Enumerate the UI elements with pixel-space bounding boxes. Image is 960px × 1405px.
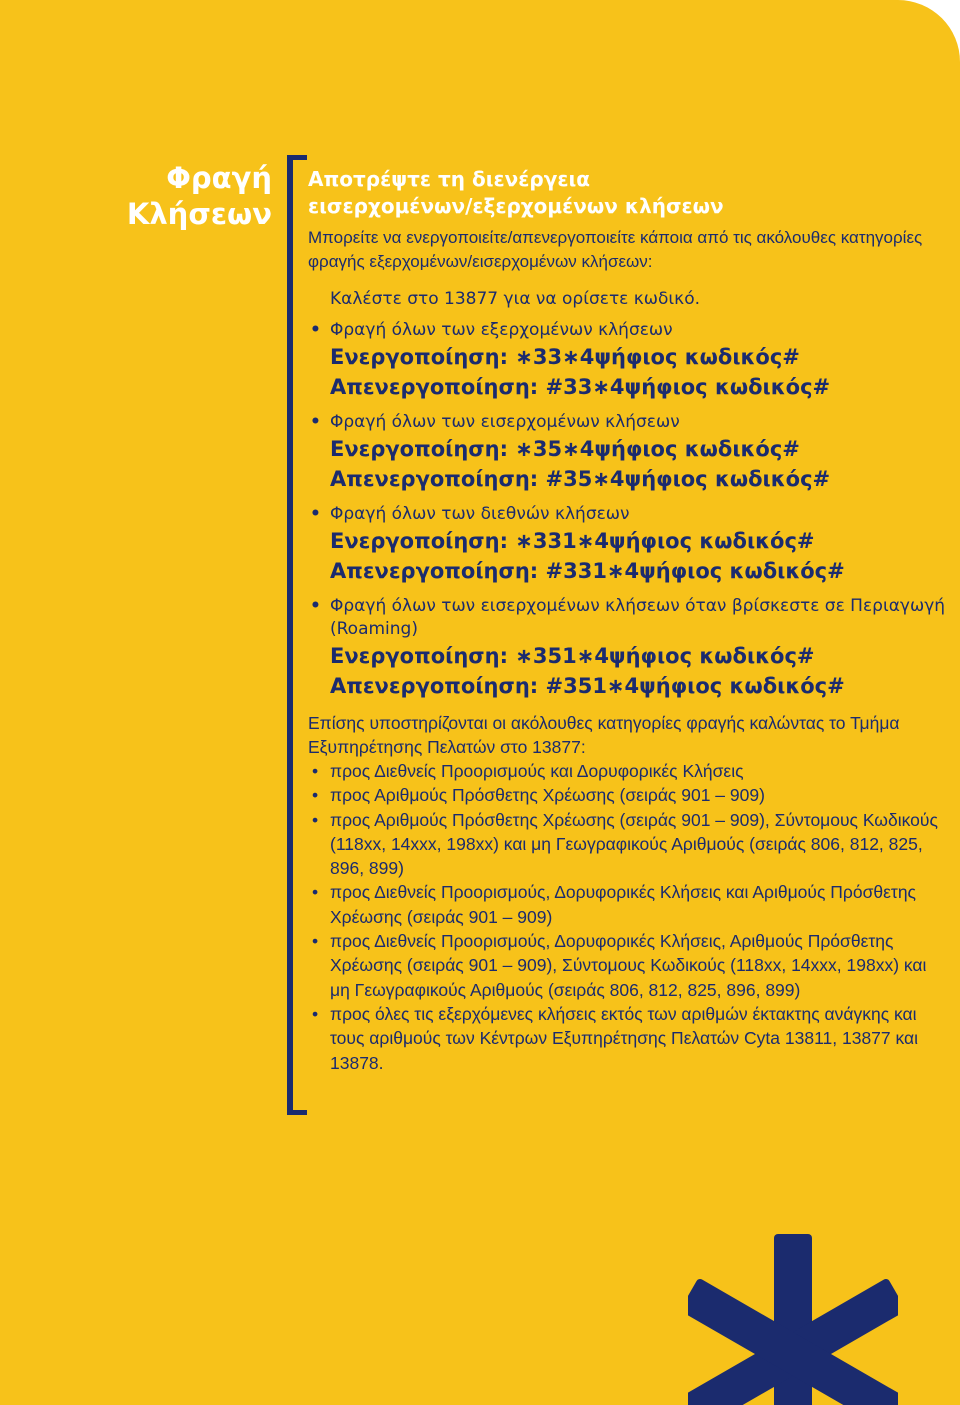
category-roaming [308, 595, 948, 701]
heading-line2: εισερχομένων/εξερχομένων κλήσεων [308, 194, 724, 218]
list-item [308, 880, 948, 929]
main-heading [308, 166, 948, 220]
list-item [308, 759, 948, 783]
bullet-icon: • [312, 785, 319, 806]
asterisk-icon [688, 1228, 898, 1405]
bullet-icon: • [310, 504, 321, 524]
section-title-line1: Φραγή [166, 161, 272, 195]
category-title [308, 319, 948, 342]
customer-service-list [308, 759, 948, 1075]
list-item-text: προς Διεθνείς Προορισμούς, Δορυφορικές Κλήσεις και Αριθμούς Πρόσθετης Χρέωσης (σειράς 901 – 909) [330, 882, 916, 927]
list-item [308, 929, 948, 1002]
activate-code: Ενεργοποίηση: ∗35∗4ψήφιος κωδικός# [330, 437, 800, 461]
bullet-icon: • [310, 320, 321, 340]
barring-codes [308, 319, 948, 701]
list-item-text: προς Αριθμούς Πρόσθετης Χρέωσης (σειράς 901 – 909), Σύντομους Κωδικούς (118xx, 14xxx, 198xx) και μη Γεωγραφικούς Αριθμούς (σειράς 806, 812, 825, 896, 899) [330, 809, 938, 879]
category-title-text: Φραγή όλων των εισερχομένων κλήσεων [330, 412, 680, 432]
bullet-icon: • [312, 931, 319, 952]
activate-code: Ενεργοποίηση: ∗33∗4ψήφιος κωδικός# [330, 345, 800, 369]
category-title-text: Φραγή όλων των εισερχομένων κλήσεων όταν βρίσκεστε σε Περιαγωγή (Roaming) [330, 596, 946, 639]
category-title [308, 595, 948, 641]
content-bracket [287, 155, 307, 1115]
bullet-icon: • [312, 809, 319, 830]
category-incoming [308, 411, 948, 494]
list-item-text: προς Διεθνείς Προορισμούς και Δορυφορικές Κλήσεις [330, 761, 744, 781]
bullet-icon: • [310, 596, 321, 616]
list-item-text: προς Αριθμούς Πρόσθετης Χρέωσης (σειράς 901 – 909) [330, 785, 765, 806]
bullet-icon: • [310, 412, 321, 432]
activate-code: Ενεργοποίηση: ∗351∗4ψήφιος κωδικός# [330, 644, 815, 668]
main-content [308, 166, 948, 1075]
activate-code: Ενεργοποίηση: ∗331∗4ψήφιος κωδικός# [330, 529, 815, 553]
category-title [308, 503, 948, 526]
category-international [308, 503, 948, 586]
deactivate-code: Απενεργοποίηση: #351∗4ψήφιος κωδικός# [330, 674, 845, 698]
deactivate-code: Απενεργοποίηση: #33∗4ψήφιος κωδικός# [330, 375, 831, 399]
intro-text: Μπορείτε να ενεργοποιείτε/απενεργοποιείτε κάποια από τις ακόλουθες κατηγορίες φραγής εξερχομένων/εισερχομένων κλήσεων: [308, 228, 923, 271]
heading-line1: Αποτρέψτε τη διενέργεια [308, 167, 590, 191]
category-title-text: Φραγή όλων των διεθνών κλήσεων [330, 504, 630, 524]
list-item-text: προς όλες τις εξερχόμενες κλήσεις εκτός των αριθμών έκτακτης ανάγκης και τους αριθμούς των Κέντρων Εξυπηρέτησης Πελατών Cyta 13811, 13877 και 13878. [330, 1003, 919, 1073]
list-item [308, 808, 948, 881]
call-note: Καλέστε στο 13877 για να ορίσετε κωδικό. [330, 289, 700, 309]
bullet-icon: • [312, 1003, 319, 1024]
bullet-icon: • [312, 761, 319, 781]
section-title [100, 160, 272, 232]
category-outgoing [308, 319, 948, 402]
deactivate-code: Απενεργοποίηση: #331∗4ψήφιος κωδικός# [330, 559, 845, 583]
category-title [308, 411, 948, 434]
bullet-icon: • [312, 882, 319, 903]
list-item [308, 1002, 948, 1075]
section-title-line2: Κλήσεων [126, 197, 272, 231]
customer-service-text: Επίσης υποστηρίζονται οι ακόλουθες κατηγορίες φραγής καλώντας το Τμήμα Εξυπηρέτησης Πελατών στο 13877: [308, 713, 900, 757]
list-item [308, 783, 948, 807]
category-title-text: Φραγή όλων των εξερχομένων κλήσεων [330, 320, 673, 340]
deactivate-code: Απενεργοποίηση: #35∗4ψήφιος κωδικός# [330, 467, 831, 491]
list-item-text: προς Διεθνείς Προορισμούς, Δορυφορικές Κλήσεις, Αριθμούς Πρόσθετης Χρέωσης (σειράς 901 – 909), Σύντομους Κωδικούς (118xx, 14xxx, 198xx) και μη Γεωγραφικούς Αριθμούς (σειράς 806, 812, 825, 896, 899) [330, 931, 927, 1000]
